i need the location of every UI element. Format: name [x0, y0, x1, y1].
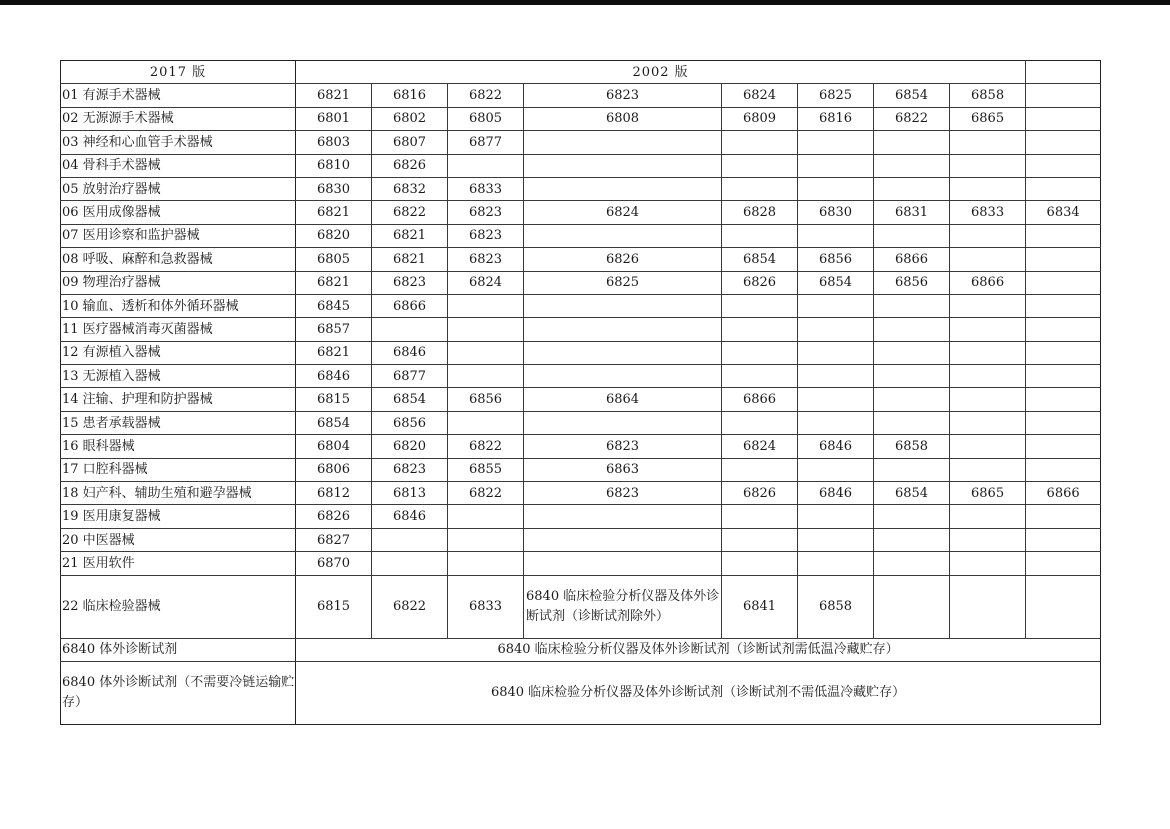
table-row: [61, 435, 1101, 458]
code-cell: 6855: [448, 458, 524, 481]
code-cell: [722, 318, 798, 341]
code-cell: 6824: [722, 435, 798, 458]
code-cell: 6826: [524, 248, 722, 271]
code-cell: [524, 365, 722, 388]
code-cell: [1026, 107, 1101, 130]
code-cell: [524, 131, 722, 154]
code-cell: [1026, 154, 1101, 177]
code-cell: 6856: [798, 248, 874, 271]
category-name-cell: 20 中医器械: [61, 528, 296, 551]
category-name-cell: 09 物理治疗器械: [61, 271, 296, 294]
category-name-cell: 02 无源源手术器械: [61, 107, 296, 130]
table-row: [61, 154, 1101, 177]
table-row: [61, 84, 1101, 107]
code-cell: 6846: [372, 341, 448, 364]
code-cell: [1026, 365, 1101, 388]
code-cell: 6834: [1026, 201, 1101, 224]
category-name-cell: 10 输血、透析和体外循环器械: [61, 294, 296, 317]
code-cell: 6823: [448, 224, 524, 247]
table-row: [61, 177, 1101, 200]
table-row: [61, 131, 1101, 154]
code-cell: 6856: [448, 388, 524, 411]
code-cell: [448, 528, 524, 551]
code-cell: [950, 528, 1026, 551]
code-cell: 6826: [372, 154, 448, 177]
code-cell: 6824: [722, 84, 798, 107]
code-cell: [1026, 552, 1101, 575]
code-cell: 6858: [950, 84, 1026, 107]
code-cell: [1026, 318, 1101, 341]
code-cell: [950, 248, 1026, 271]
merged-note-cell: 6840 临床检验分析仪器及体外诊断试剂（诊断试剂不需低温冷藏贮存）: [296, 661, 1101, 724]
classification-table: [60, 60, 1101, 725]
code-cell: [1026, 411, 1101, 434]
code-cell: [524, 318, 722, 341]
table-row: [61, 552, 1101, 575]
category-name-cell: 01 有源手术器械: [61, 84, 296, 107]
code-cell: 6858: [874, 435, 950, 458]
code-cell: 6856: [874, 271, 950, 294]
table-row: [61, 341, 1101, 364]
table-row: [61, 271, 1101, 294]
category-name-cell: 13 无源植入器械: [61, 365, 296, 388]
top-edge-bar: [0, 0, 1170, 5]
code-description-cell: 6840 临床检验分析仪器及体外诊断试剂（诊断试剂除外）: [524, 575, 722, 638]
code-cell: 6823: [524, 84, 722, 107]
code-cell: [798, 411, 874, 434]
code-cell: [874, 154, 950, 177]
table-row: [61, 107, 1101, 130]
code-cell: [874, 224, 950, 247]
code-cell: [874, 365, 950, 388]
code-cell: [950, 341, 1026, 364]
code-cell: 6823: [524, 482, 722, 505]
category-name-cell: 19 医用康复器械: [61, 505, 296, 528]
code-cell: 6805: [296, 248, 372, 271]
code-cell: 6815: [296, 388, 372, 411]
code-cell: 6823: [448, 201, 524, 224]
code-cell: 6802: [372, 107, 448, 130]
code-cell: [1026, 84, 1101, 107]
code-cell: 6854: [874, 482, 950, 505]
code-cell: [950, 224, 1026, 247]
code-cell: 6809: [722, 107, 798, 130]
code-cell: [798, 552, 874, 575]
code-cell: [448, 552, 524, 575]
code-cell: [372, 552, 448, 575]
category-name-cell: 21 医用软件: [61, 552, 296, 575]
code-cell: 6824: [448, 271, 524, 294]
code-cell: [524, 528, 722, 551]
code-cell: [372, 318, 448, 341]
code-cell: 6864: [524, 388, 722, 411]
header-2017: [61, 61, 296, 84]
code-cell: 6823: [524, 435, 722, 458]
code-cell: 6831: [874, 201, 950, 224]
code-cell: [722, 224, 798, 247]
code-cell: 6822: [448, 435, 524, 458]
code-cell: [1026, 458, 1101, 481]
code-cell: 6821: [296, 201, 372, 224]
table-row: [61, 248, 1101, 271]
code-cell: [874, 411, 950, 434]
code-cell: [950, 505, 1026, 528]
code-cell: 6870: [296, 552, 372, 575]
code-cell: 6813: [372, 482, 448, 505]
table-row: [61, 294, 1101, 317]
code-cell: [722, 154, 798, 177]
code-cell: 6841: [722, 575, 798, 638]
code-cell: [1026, 528, 1101, 551]
code-cell: 6815: [296, 575, 372, 638]
code-cell: 6821: [372, 224, 448, 247]
table-row: [61, 318, 1101, 341]
code-cell: 6810: [296, 154, 372, 177]
code-cell: [798, 505, 874, 528]
category-name-cell: 04 骨科手术器械: [61, 154, 296, 177]
code-cell: 6854: [372, 388, 448, 411]
code-cell: 6877: [448, 131, 524, 154]
code-cell: [448, 341, 524, 364]
header-2002-label: 2002 版: [632, 64, 689, 80]
category-name-cell: 16 眼科器械: [61, 435, 296, 458]
table-row: [61, 482, 1101, 505]
category-name-cell: 06 医用成像器械: [61, 201, 296, 224]
code-cell: [950, 365, 1026, 388]
code-cell: 6863: [524, 458, 722, 481]
code-cell: 6822: [372, 575, 448, 638]
code-cell: 6826: [722, 482, 798, 505]
table-row: [61, 411, 1101, 434]
code-cell: [874, 528, 950, 551]
code-cell: 6826: [722, 271, 798, 294]
code-cell: [1026, 341, 1101, 364]
code-cell: [798, 458, 874, 481]
code-cell: 6823: [372, 271, 448, 294]
code-cell: [1026, 224, 1101, 247]
code-cell: [1026, 435, 1101, 458]
ivd-row-no-cold-chain: [61, 661, 1101, 724]
code-cell: [950, 177, 1026, 200]
code-cell: [722, 294, 798, 317]
table-row: [61, 224, 1101, 247]
code-cell: 6846: [372, 505, 448, 528]
code-cell: [1026, 271, 1101, 294]
code-cell: [950, 435, 1026, 458]
code-cell: [524, 294, 722, 317]
code-cell: [1026, 248, 1101, 271]
code-cell: [950, 388, 1026, 411]
code-cell: 6807: [372, 131, 448, 154]
header-2017-label: 2017 版: [149, 64, 207, 80]
code-cell: 6866: [722, 388, 798, 411]
code-cell: [524, 224, 722, 247]
code-cell: 6856: [372, 411, 448, 434]
code-cell: [1026, 388, 1101, 411]
code-cell: 6830: [798, 201, 874, 224]
category-name-cell: 08 呼吸、麻醉和急救器械: [61, 248, 296, 271]
code-cell: 6866: [1026, 482, 1101, 505]
code-cell: 6812: [296, 482, 372, 505]
code-cell: 6816: [372, 84, 448, 107]
code-cell: [524, 505, 722, 528]
header-2002: [296, 61, 1026, 84]
code-cell: [448, 365, 524, 388]
code-cell: [874, 294, 950, 317]
code-cell: 6865: [950, 482, 1026, 505]
category-name-cell: 03 神经和心血管手术器械: [61, 131, 296, 154]
code-cell: 6832: [372, 177, 448, 200]
code-cell: 6820: [372, 435, 448, 458]
code-cell: [722, 411, 798, 434]
empty-cell: [1026, 575, 1101, 638]
category-name-cell: 22 临床检验器械: [61, 575, 296, 638]
code-cell: [1026, 294, 1101, 317]
code-cell: 6803: [296, 131, 372, 154]
code-cell: 6822: [874, 107, 950, 130]
merged-note-cell: 6840 临床检验分析仪器及体外诊断试剂（诊断试剂需低温冷藏贮存）: [296, 638, 1101, 661]
code-cell: [1026, 177, 1101, 200]
code-cell: [874, 505, 950, 528]
category-name-cell: 11 医疗器械消毒灭菌器械: [61, 318, 296, 341]
code-cell: [448, 505, 524, 528]
code-cell: 6865: [950, 107, 1026, 130]
code-cell: [1026, 505, 1101, 528]
category-name-cell: 17 口腔科器械: [61, 458, 296, 481]
code-cell: [722, 177, 798, 200]
header-row: [61, 61, 1101, 84]
code-cell: 6866: [874, 248, 950, 271]
code-cell: 6821: [372, 248, 448, 271]
code-cell: [874, 552, 950, 575]
code-cell: [722, 131, 798, 154]
code-cell: [798, 294, 874, 317]
code-cell: 6825: [524, 271, 722, 294]
table-row: [61, 365, 1101, 388]
code-cell: [950, 318, 1026, 341]
code-cell: [950, 294, 1026, 317]
code-cell: [448, 411, 524, 434]
category-name-cell: 05 放射治疗器械: [61, 177, 296, 200]
code-cell: [448, 294, 524, 317]
code-cell: 6854: [874, 84, 950, 107]
code-cell: 6857: [296, 318, 372, 341]
category-name-cell: 6840 体外诊断试剂（不需要冷链运输贮存）: [61, 661, 296, 724]
code-cell: [722, 505, 798, 528]
code-cell: 6821: [296, 84, 372, 107]
code-cell: [950, 131, 1026, 154]
code-cell: 6833: [448, 177, 524, 200]
code-cell: 6823: [372, 458, 448, 481]
code-cell: [798, 365, 874, 388]
code-cell: [874, 388, 950, 411]
category-name-cell: 14 注输、护理和防护器械: [61, 388, 296, 411]
table-row: [61, 388, 1101, 411]
code-cell: 6846: [296, 365, 372, 388]
code-cell: 6830: [296, 177, 372, 200]
code-cell: [874, 131, 950, 154]
code-cell: [722, 552, 798, 575]
code-cell: [798, 318, 874, 341]
code-cell: 6822: [448, 482, 524, 505]
code-cell: 6846: [798, 482, 874, 505]
code-cell: 6854: [296, 411, 372, 434]
code-cell: [524, 552, 722, 575]
table-row: [61, 528, 1101, 551]
empty-cell: [950, 575, 1026, 638]
code-cell: [798, 224, 874, 247]
table-row: [61, 458, 1101, 481]
code-cell: [524, 177, 722, 200]
code-cell: [798, 154, 874, 177]
table-row-22: [61, 575, 1101, 638]
category-name-cell: 15 患者承载器械: [61, 411, 296, 434]
code-cell: [1026, 131, 1101, 154]
code-cell: [722, 365, 798, 388]
code-cell: [798, 341, 874, 364]
code-cell: [874, 341, 950, 364]
code-cell: 6866: [950, 271, 1026, 294]
code-cell: 6801: [296, 107, 372, 130]
code-cell: [798, 177, 874, 200]
code-cell: [798, 388, 874, 411]
code-cell: [874, 458, 950, 481]
code-cell: [722, 528, 798, 551]
category-name-cell: 12 有源植入器械: [61, 341, 296, 364]
code-cell: 6820: [296, 224, 372, 247]
table-body: [61, 61, 1101, 725]
code-cell: [524, 154, 722, 177]
code-cell: 6845: [296, 294, 372, 317]
code-cell: 6854: [798, 271, 874, 294]
table-row: [61, 505, 1101, 528]
code-cell: [524, 411, 722, 434]
code-cell: [950, 411, 1026, 434]
category-name-cell: 07 医用诊察和监护器械: [61, 224, 296, 247]
code-cell: 6821: [296, 271, 372, 294]
code-cell: 6846: [798, 435, 874, 458]
code-cell: [722, 458, 798, 481]
code-cell: 6877: [372, 365, 448, 388]
code-cell: 6821: [296, 341, 372, 364]
code-cell: 6833: [950, 201, 1026, 224]
code-cell: 6824: [524, 201, 722, 224]
code-cell: [372, 528, 448, 551]
code-cell: [448, 154, 524, 177]
ivd-row-cold-chain: [61, 638, 1101, 661]
code-cell: 6816: [798, 107, 874, 130]
empty-cell: [874, 575, 950, 638]
code-cell: [950, 458, 1026, 481]
code-cell: [798, 528, 874, 551]
code-cell: 6805: [448, 107, 524, 130]
code-cell: [950, 154, 1026, 177]
code-cell: [524, 341, 722, 364]
code-cell: [448, 318, 524, 341]
code-cell: [950, 552, 1026, 575]
code-cell: 6866: [372, 294, 448, 317]
code-cell: 6822: [448, 84, 524, 107]
category-name-cell: 6840 体外诊断试剂: [61, 638, 296, 661]
code-cell: [874, 318, 950, 341]
code-cell: [798, 131, 874, 154]
code-cell: 6854: [722, 248, 798, 271]
code-cell: [874, 177, 950, 200]
code-cell: 6826: [296, 505, 372, 528]
code-cell: 6858: [798, 575, 874, 638]
code-cell: 6825: [798, 84, 874, 107]
code-cell: 6808: [524, 107, 722, 130]
table-row: [61, 201, 1101, 224]
code-cell: 6822: [372, 201, 448, 224]
header-extra-cell: [1026, 61, 1101, 84]
code-cell: 6823: [448, 248, 524, 271]
code-cell: 6827: [296, 528, 372, 551]
category-name-cell: 18 妇产科、辅助生殖和避孕器械: [61, 482, 296, 505]
code-cell: 6833: [448, 575, 524, 638]
code-cell: 6806: [296, 458, 372, 481]
code-cell: [722, 341, 798, 364]
code-cell: 6804: [296, 435, 372, 458]
code-cell: 6828: [722, 201, 798, 224]
